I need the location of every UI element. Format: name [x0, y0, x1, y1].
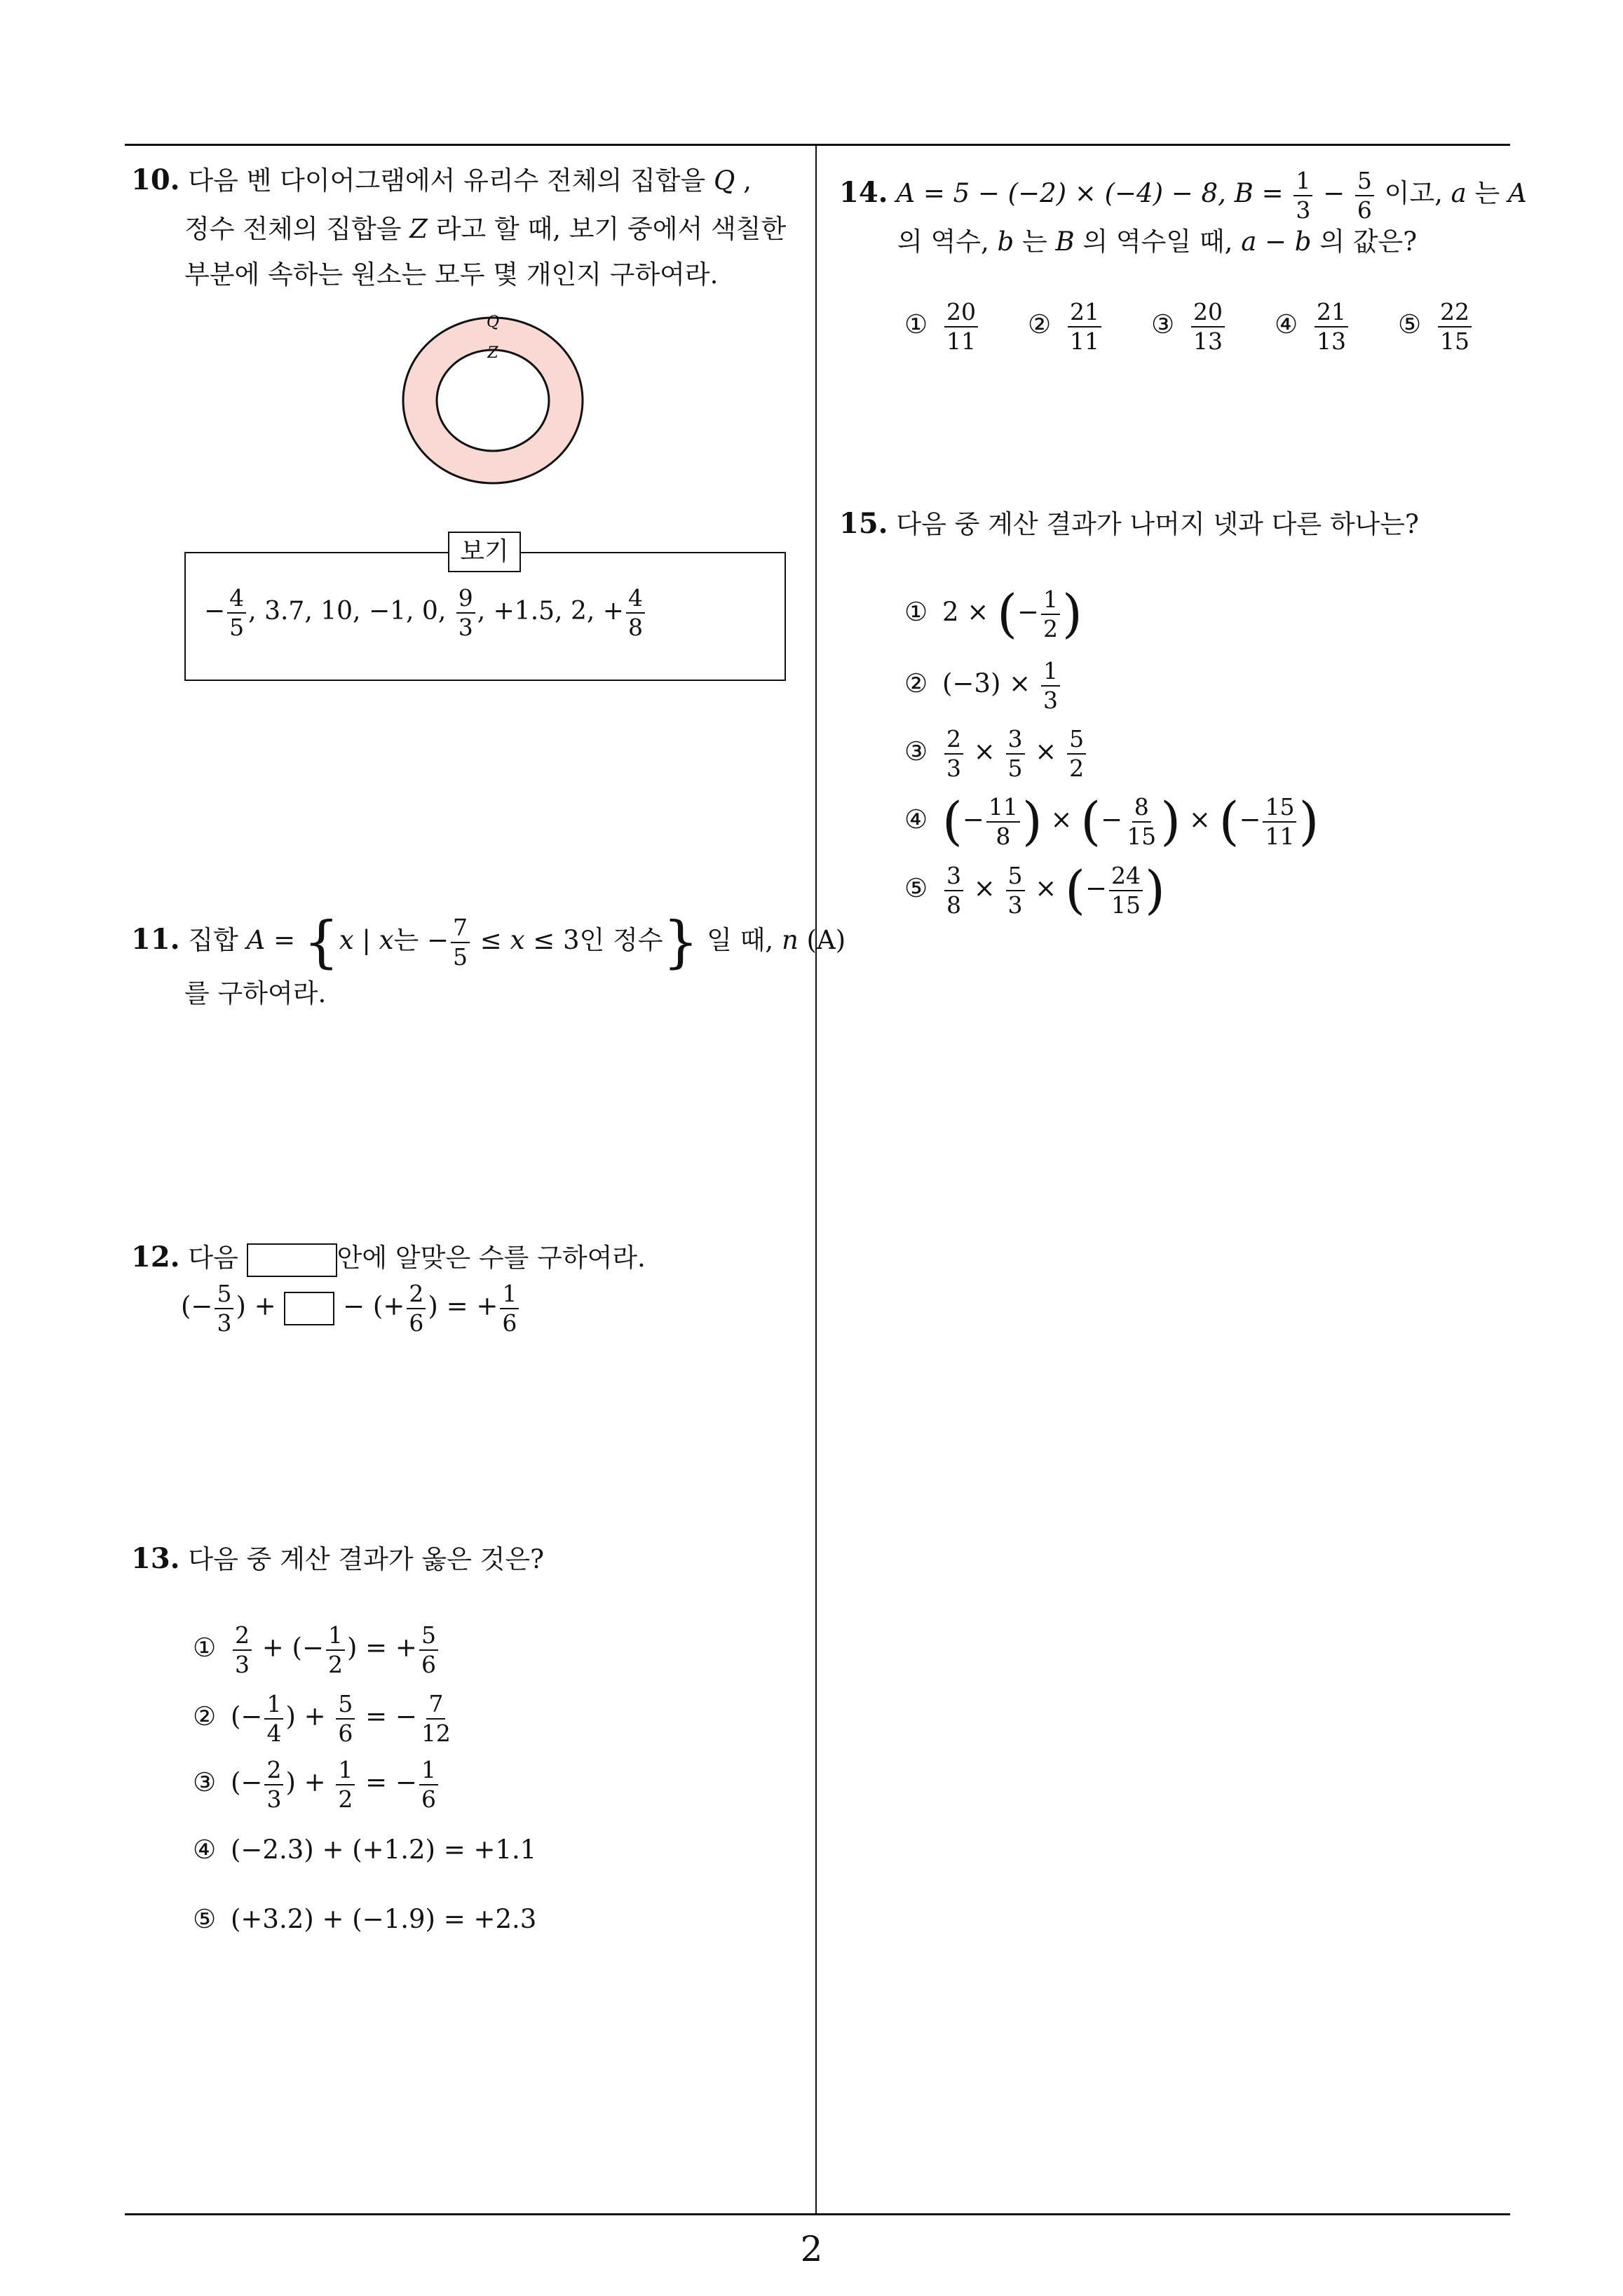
q13-option-2: ② (− $\frac{1}{4}$ ) + $\frac{5}{6}$ = − $\frac{7}{12}$: [193, 1689, 451, 1747]
q15-option-1: ① 2 × (− $\frac{1}{2}$ ): [904, 583, 1082, 644]
q15-option-4: ④ (− $\frac{11}{8}$ ) × (− $\frac{8}{15}$ ) × (− $\frac{15}{11}$ ): [904, 791, 1319, 852]
q14-line-1: 14. A = 5 − (−2) × (−4) − 8, B = $\frac{1}{3}$ − $\frac{5}{6}$ 이고, a 는 A: [839, 166, 1527, 224]
q13-option-1: ① $\frac{2}{3}$ + (− $\frac{1}{2}$ ) = + $\frac{5}{6}$: [193, 1616, 440, 1680]
page-number: 2: [800, 2229, 823, 2269]
bogi-item-3: 10,: [320, 597, 361, 626]
q11-number: 11.: [131, 923, 180, 956]
bogi-item-8: 2,: [570, 597, 595, 626]
q14-option-1: ① $\frac{20}{11}$: [904, 293, 980, 356]
q13-line-1: 13. 다음 중 계산 결과가 옳은 것은?: [131, 1542, 544, 1575]
bogi-item-4: −1,: [368, 597, 414, 626]
q15-option-2: ② (−3) × $\frac{1}{3}$: [904, 652, 1062, 715]
q14-option-5: ⑤ $\frac{22}{15}$: [1398, 293, 1474, 356]
q12-line-1: 12. 다음 안에 알맞은 수를 구하여라.: [131, 1240, 646, 1277]
q14-line-2: 의 역수, b 는 B 의 역수일 때, a − b 의 값은?: [897, 227, 1418, 257]
q14-option-2: ② $\frac{21}{11}$: [1028, 293, 1103, 356]
q15-number: 15.: [839, 507, 888, 540]
q10-line-3: 부분에 속하는 원소는 모두 몇 개인지 구하여라.: [184, 259, 719, 290]
q13-option-5: ⑤ (+3.2) + (−1.9) = +2.3: [193, 1904, 537, 1934]
q13-number: 13.: [131, 1542, 180, 1575]
q14-option-4: ④ $\frac{21}{13}$: [1275, 293, 1350, 356]
column-divider: [815, 144, 817, 2215]
q14-option-3: ③ $\frac{20}{13}$: [1151, 293, 1227, 356]
q12-answer-box: [247, 1243, 337, 1277]
bogi-item-1: − $\frac{4}{5}$ ,: [204, 584, 257, 641]
q15-line-1: 15. 다음 중 계산 결과가 나머지 넷과 다른 하나는?: [839, 507, 1419, 540]
q11-line-1: 11. 집합 A = {x | x는 − $\frac{7}{5}$ ≤ x ≤ 3인 정수} 일 때, n (A): [131, 909, 846, 975]
q11-line-2: 를 구하여라.: [184, 978, 327, 1008]
q12-equation-box: [284, 1292, 334, 1325]
bogi-item-2: 3.7,: [264, 597, 313, 626]
bogi-item-7: +1.5,: [493, 597, 563, 626]
bogi-item-6: $\frac{9}{3}$ ,: [454, 597, 485, 626]
q13-option-4: ④ (−2.3) + (+1.2) = +1.1: [193, 1835, 537, 1865]
q14-number: 14.: [839, 176, 888, 209]
q10-line-1: 10. 다음 벤 다이어그램에서 유리수 전체의 집합을 Q ,: [131, 163, 752, 196]
venn-label-z: Z: [487, 344, 498, 362]
header-rule: [125, 144, 1510, 146]
bogi-item-9: + $\frac{4}{8}$: [603, 597, 647, 626]
venn-label-q: Q: [486, 313, 500, 331]
q15-option-3: ③ $\frac{2}{3}$ × $\frac{3}{5}$ × $\frac{5}{2}$: [904, 720, 1088, 783]
venn-inner-set-z: [437, 350, 549, 451]
q15-option-5: ⑤ $\frac{3}{8}$ × $\frac{5}{3}$ × (− $\frac{24}{15}$ ): [904, 860, 1165, 921]
bogi-items: [204, 584, 647, 642]
bogi-label: 보기: [448, 532, 521, 572]
q12-number: 12.: [131, 1241, 180, 1274]
q13-option-3: ③ (− $\frac{2}{3}$ ) + $\frac{1}{2}$ = − $\frac{1}{6}$: [193, 1751, 440, 1814]
q10-line-2: 정수 전체의 집합을 Z 라고 할 때, 보기 중에서 색칠한: [184, 214, 787, 244]
q12-equation: (− $\frac{5}{3}$ ) + − (+ $\frac{2}{6}$ ) = + $\frac{1}{6}$: [181, 1275, 521, 1338]
q10-number: 10.: [131, 163, 180, 196]
bogi-item-5: 0,: [421, 597, 447, 626]
footer-rule: [125, 2213, 1510, 2215]
venn-diagram: [393, 309, 603, 491]
